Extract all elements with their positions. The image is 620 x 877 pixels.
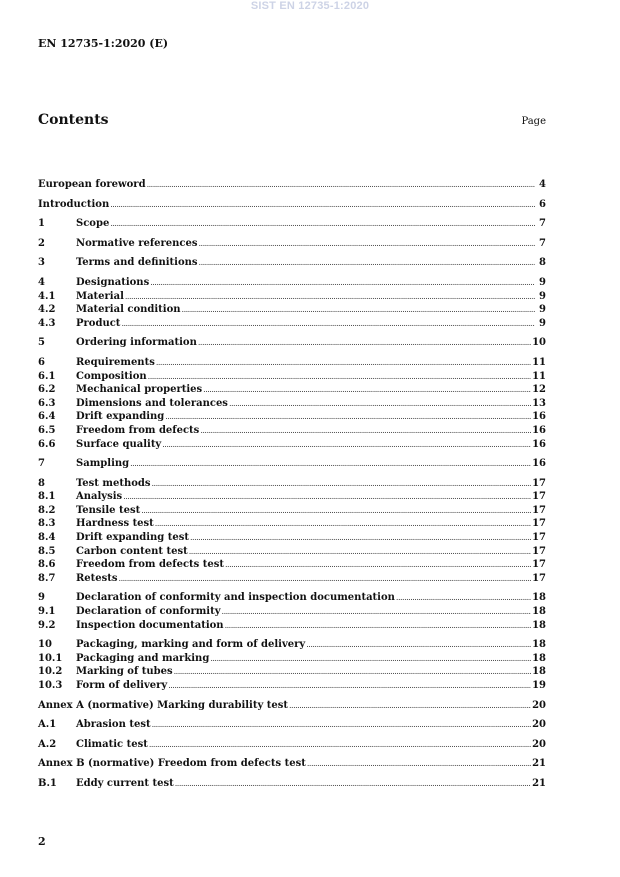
- toc-entry-page: 16: [532, 411, 546, 423]
- dot-leader: [174, 665, 531, 679]
- dot-leader: [110, 217, 535, 231]
- dot-leader: [190, 531, 531, 545]
- toc-entry[interactable]: [38, 237, 546, 251]
- page-column-label: Page: [521, 116, 546, 127]
- toc-entry-number: 10.2: [38, 666, 63, 678]
- toc-entry-title: Freedom from defects: [76, 424, 200, 436]
- toc-entry-number: 9.2: [38, 619, 56, 631]
- toc-entry-title: Requirements: [76, 356, 155, 368]
- toc-entry-page: 20: [532, 719, 546, 731]
- dot-leader: [123, 490, 531, 504]
- toc-entry-page: 17: [532, 504, 546, 516]
- dot-leader: [162, 438, 531, 452]
- toc-entry-title: Dimensions and tolerances: [76, 397, 228, 409]
- toc-entry-page: 6: [539, 198, 546, 210]
- toc-entry-number: 8.3: [38, 518, 56, 530]
- toc-entry-page: 11: [532, 356, 546, 368]
- toc-entry-title: Test methods: [76, 477, 151, 489]
- toc-entry[interactable]: [38, 303, 546, 317]
- toc-entry-number: 3: [38, 257, 45, 269]
- toc-entry-page: 7: [539, 237, 546, 249]
- toc-entry-page: 19: [532, 680, 546, 691]
- dot-leader: [148, 370, 531, 384]
- dot-leader: [225, 619, 532, 633]
- toc-entry-number: 7: [38, 458, 45, 470]
- toc-entry-page: 18: [532, 652, 546, 664]
- table-of-contents: [38, 178, 546, 791]
- toc-entry-title: Inspection documentation: [76, 619, 224, 631]
- toc-entry-page: 9: [539, 290, 546, 302]
- toc-entry[interactable]: [38, 490, 546, 504]
- toc-entry-page: 16: [532, 438, 546, 450]
- toc-entry-number: 5: [38, 337, 45, 349]
- toc-entry-title: Normative references: [76, 237, 198, 249]
- dot-leader: [200, 424, 531, 438]
- toc-entry-page: 17: [532, 572, 546, 584]
- toc-entry-page: 20: [532, 738, 546, 750]
- toc-entry-number: 8.1: [38, 491, 56, 503]
- toc-entry[interactable]: [38, 638, 546, 652]
- toc-entry-title: European foreword: [38, 179, 146, 190]
- toc-entry[interactable]: [38, 504, 546, 518]
- toc-entry-title: Freedom from defects test: [76, 559, 225, 571]
- toc-entry-page: 18: [532, 592, 546, 604]
- toc-entry-title: Form of delivery: [76, 680, 168, 691]
- toc-entry-page: 10: [532, 337, 546, 349]
- toc-entry[interactable]: [38, 290, 546, 304]
- dot-leader: [168, 679, 531, 693]
- dot-leader: [152, 477, 532, 491]
- toc-entry-number: 6: [38, 356, 45, 368]
- toc-entry-number: 6.4: [38, 411, 56, 423]
- dot-leader: [165, 410, 531, 424]
- dot-leader: [306, 638, 531, 652]
- dot-leader: [110, 198, 535, 212]
- toc-entry-page: 11: [532, 370, 546, 382]
- page-number: 2: [38, 835, 46, 848]
- toc-entry-title: Retests: [76, 572, 118, 584]
- toc-entry-page: 18: [532, 639, 546, 651]
- toc-entry-number: 6.2: [38, 384, 56, 396]
- toc-entry-page: 18: [532, 666, 546, 678]
- toc-entry-title: Mechanical properties: [76, 384, 203, 396]
- dot-leader: [141, 504, 531, 518]
- toc-entry-title: Abrasion test: [76, 719, 151, 731]
- toc-entry-number: 8.4: [38, 532, 56, 544]
- dot-leader: [175, 777, 531, 791]
- toc-entry-number: 6.1: [38, 370, 56, 382]
- toc-entry-page: 17: [532, 518, 546, 530]
- dot-leader: [130, 457, 531, 471]
- toc-entry-title: Declaration of conformity and inspection documentation: [76, 592, 395, 604]
- toc-entry-title: Introduction: [38, 198, 110, 210]
- toc-entry-title: Terms and definitions: [76, 257, 198, 269]
- toc-entry[interactable]: [38, 777, 546, 791]
- toc-entry[interactable]: [38, 397, 546, 411]
- toc-entry-number: 10: [38, 639, 52, 651]
- toc-entry-number: 10.1: [38, 652, 63, 664]
- toc-entry-number: 4.3: [38, 317, 56, 329]
- watermark-text: SIST EN 12735-1:2020: [250, 0, 370, 12]
- toc-entry-title: Product: [76, 317, 121, 329]
- dot-leader: [149, 738, 531, 752]
- toc-entry-page: 21: [532, 758, 546, 770]
- toc-entry[interactable]: [38, 424, 546, 438]
- toc-entry-title: Analysis: [76, 491, 123, 503]
- toc-entry[interactable]: [38, 317, 546, 331]
- toc-entry-number: 9.1: [38, 606, 56, 618]
- toc-entry-page: 16: [532, 458, 546, 470]
- toc-entry-title: Packaging and marking: [76, 652, 210, 664]
- toc-entry-title: Hardness test: [76, 518, 154, 530]
- toc-entry-page: 13: [532, 397, 546, 409]
- document-id: EN 12735-1:2020 (E): [38, 37, 169, 50]
- toc-entry-page: 20: [532, 699, 546, 711]
- dot-leader: [210, 652, 531, 666]
- toc-entry-number: 2: [38, 237, 45, 249]
- toc-entry[interactable]: [38, 370, 546, 384]
- toc-entry-number: 8: [38, 477, 45, 489]
- toc-entry[interactable]: [38, 572, 546, 586]
- toc-entry[interactable]: [38, 652, 546, 666]
- toc-entry-title: Carbon content test: [76, 545, 188, 557]
- dot-leader: [289, 699, 531, 713]
- dot-leader: [198, 336, 531, 350]
- contents-heading: Contents: [38, 112, 109, 128]
- toc-entry-page: 16: [532, 424, 546, 436]
- toc-entry[interactable]: [38, 410, 546, 424]
- toc-entry-title: Eddy current test: [76, 777, 174, 789]
- toc-entry[interactable]: [38, 178, 546, 192]
- toc-entry[interactable]: [38, 619, 546, 633]
- toc-entry-page: 7: [539, 218, 546, 230]
- toc-entry-title: Sampling: [76, 458, 130, 470]
- toc-entry-page: 8: [539, 257, 546, 269]
- toc-entry-title: Ordering information: [76, 337, 197, 349]
- dot-leader: [119, 572, 532, 586]
- toc-entry-page: 18: [532, 606, 546, 618]
- toc-entry-number: B.1: [38, 777, 57, 789]
- toc-entry-number: 4.2: [38, 304, 56, 316]
- toc-entry-title: Marking of tubes: [76, 666, 173, 678]
- toc-entry[interactable]: [38, 477, 546, 491]
- toc-entry-number: 10.3: [38, 680, 63, 691]
- toc-entry-title: Scope: [76, 218, 110, 230]
- dot-leader: [182, 303, 535, 317]
- toc-entry-title: Surface quality: [76, 438, 162, 450]
- toc-entry-page: 17: [532, 545, 546, 557]
- toc-entry[interactable]: [38, 757, 546, 771]
- toc-entry-number: 6.6: [38, 438, 56, 450]
- toc-entry-page: 9: [539, 317, 546, 329]
- toc-entry[interactable]: [38, 276, 546, 290]
- dot-leader: [125, 290, 535, 304]
- toc-entry[interactable]: [38, 457, 546, 471]
- toc-entry[interactable]: [38, 665, 546, 679]
- toc-entry-page: 9: [539, 304, 546, 316]
- toc-entry[interactable]: [38, 718, 546, 732]
- toc-entry[interactable]: [38, 605, 546, 619]
- toc-entry[interactable]: [38, 545, 546, 559]
- toc-entry-page: 12: [532, 384, 546, 396]
- toc-entry-page: 17: [532, 559, 546, 571]
- toc-entry-title: Climatic test: [76, 738, 148, 750]
- toc-entry-title: Composition: [76, 370, 147, 382]
- toc-entry-title: Drift expanding test: [76, 532, 189, 544]
- toc-entry-number: 6.3: [38, 397, 56, 409]
- toc-entry[interactable]: [38, 738, 546, 752]
- dot-leader: [307, 757, 531, 771]
- toc-entry-page: 17: [532, 477, 546, 489]
- toc-entry-number: 1: [38, 218, 45, 230]
- toc-entry[interactable]: [38, 356, 546, 370]
- toc-entry[interactable]: [38, 198, 546, 212]
- toc-entry[interactable]: [38, 383, 546, 397]
- toc-entry-page: 21: [532, 777, 546, 789]
- toc-entry[interactable]: [38, 517, 546, 531]
- dot-leader: [396, 591, 531, 605]
- toc-entry-number: A.1: [38, 719, 57, 731]
- toc-entry-title: Designations: [76, 276, 150, 288]
- toc-entry-title: Material: [76, 290, 124, 302]
- toc-entry-title: Packaging, marking and form of delivery: [76, 639, 306, 651]
- toc-entry-title: Annex A (normative) Marking durability test: [38, 699, 288, 711]
- dot-leader: [121, 317, 535, 331]
- toc-entry-number: 8.6: [38, 559, 56, 571]
- toc-entry-page: 17: [532, 491, 546, 503]
- dot-leader: [203, 383, 531, 397]
- dot-leader: [229, 397, 531, 411]
- dot-leader: [147, 178, 535, 192]
- toc-entry-number: 9: [38, 592, 45, 604]
- toc-entry[interactable]: [38, 558, 546, 572]
- toc-entry-number: A.2: [38, 738, 57, 750]
- toc-entry[interactable]: [38, 256, 546, 270]
- toc-entry[interactable]: [38, 531, 546, 545]
- toc-entry[interactable]: [38, 336, 546, 350]
- toc-entry-title: Tensile test: [76, 504, 141, 516]
- toc-entry-title: Annex B (normative) Freedom from defects test: [38, 758, 306, 770]
- toc-entry-number: 8.2: [38, 504, 56, 516]
- dot-leader: [152, 718, 531, 732]
- dot-leader: [199, 237, 536, 251]
- toc-entry-page: 9: [539, 276, 546, 288]
- toc-entry-number: 8.5: [38, 545, 56, 557]
- dot-leader: [199, 256, 535, 270]
- toc-entry[interactable]: [38, 699, 546, 713]
- toc-entry-title: Drift expanding: [76, 411, 165, 423]
- toc-entry-number: 4: [38, 276, 45, 288]
- toc-entry-page: 17: [532, 532, 546, 544]
- toc-entry-page: 4: [539, 179, 546, 190]
- dot-leader: [150, 276, 535, 290]
- toc-entry[interactable]: [38, 438, 546, 452]
- dot-leader: [222, 605, 532, 619]
- toc-entry-number: 8.7: [38, 572, 56, 584]
- toc-entry-page: 18: [532, 619, 546, 631]
- toc-entry-number: 4.1: [38, 290, 56, 302]
- toc-entry-title: Declaration of conformity: [76, 606, 221, 618]
- toc-entry[interactable]: [38, 591, 546, 605]
- toc-entry[interactable]: [38, 217, 546, 231]
- dot-leader: [156, 356, 531, 370]
- dot-leader: [189, 545, 531, 559]
- toc-entry-number: 6.5: [38, 424, 56, 436]
- dot-leader: [225, 558, 531, 572]
- toc-entry[interactable]: [38, 679, 546, 693]
- toc-entry-title: Material condition: [76, 304, 181, 316]
- dot-leader: [155, 517, 531, 531]
